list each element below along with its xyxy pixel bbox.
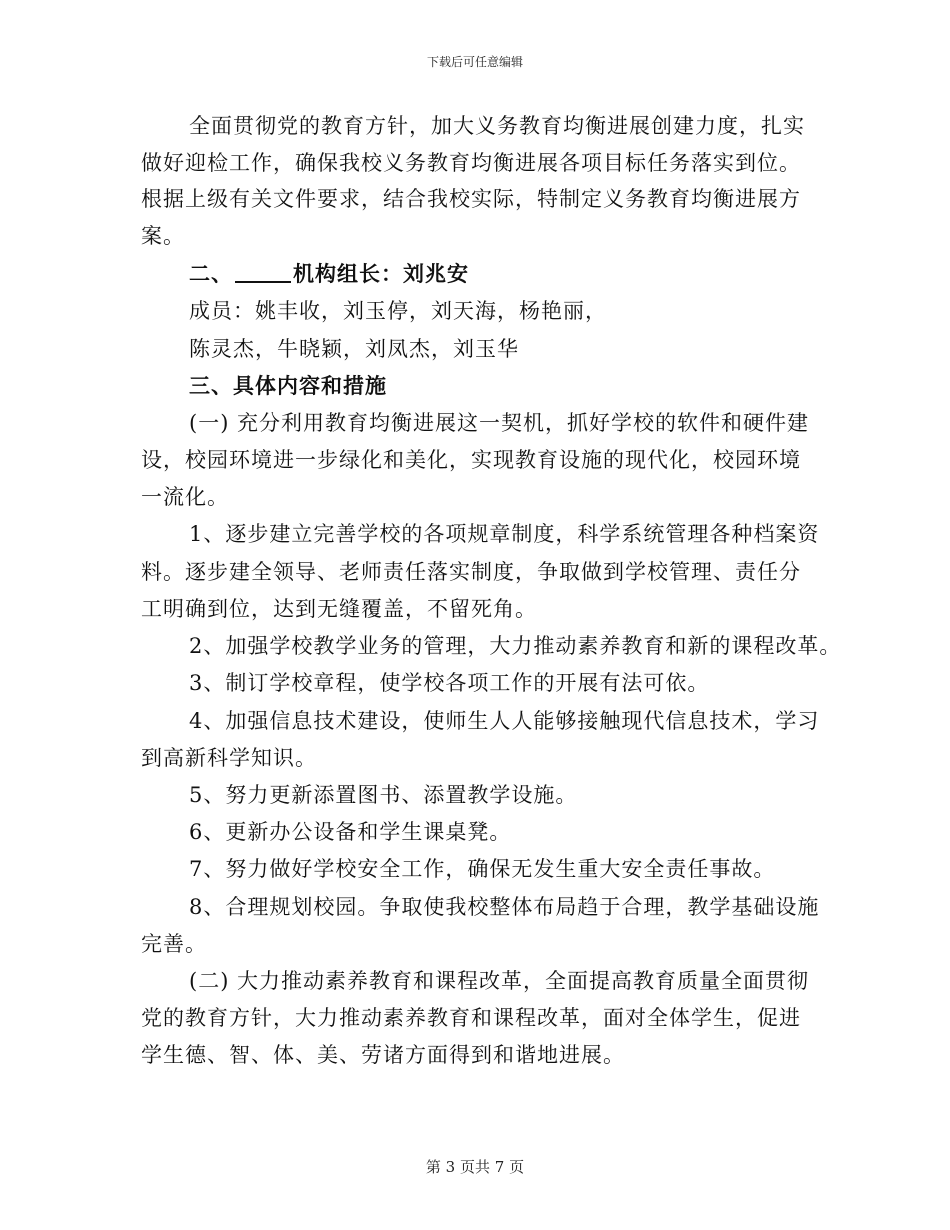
paragraph-line: 全面贯彻党的教育方针，加大义务教育均衡进展创建力度，扎实 [189,114,805,138]
section-number: 二、 [189,262,233,286]
section-heading [189,259,469,289]
paragraph-line: 2、加强学校教学业务的管理，大力推动素养教育和新的课程改革。 [189,634,842,658]
section-heading: 三、具体内容和措施 [189,374,387,398]
paragraph-line: 案。 [141,224,185,248]
page-header: 下载后可任意编辑 [426,55,523,69]
paragraph-line: 陈灵杰，牛晓颖，刘凤杰，刘玉华 [189,337,519,361]
paragraph-line: 1、逐步建立完善学校的各项规章制度，科学系统管理各种档案资 [189,522,820,546]
page-footer: 第 3 页共 7 页 [425,1158,525,1176]
paragraph-line: 5、努力更新添置图书、添置教学设施。 [189,783,578,807]
paragraph-line: 一流化。 [141,485,229,509]
paragraph-line: 料。逐步建全领导、老师责任落实制度，争取做到学校管理、责任分 [141,560,801,584]
blank-underline [235,261,291,283]
paragraph-line: 党的教育方针，大力推动素养教育和课程改革，面对全体学生，促进 [141,1006,801,1030]
paragraph-line: 做好迎检工作，确保我校义务教育均衡进展各项目标任务落实到位。 [141,151,801,175]
paragraph-line: 到高新科学知识。 [141,746,317,770]
paragraph-line: 根据上级有关文件要求，结合我校实际，特制定义务教育均衡进展方 [141,187,801,211]
section-title: 机构组长：刘兆安 [293,262,469,286]
paragraph-line: 4、加强信息技术建设，使师生人人能够接触现代信息技术，学习 [189,709,820,733]
paragraph-line: 7、努力做好学校安全工作，确保无发生重大安全责任事故。 [189,857,776,881]
paragraph-line: (一) 充分利用教育均衡进展这一契机，抓好学校的软件和硬件建 [189,411,810,435]
paragraph-line: 3、制订学校章程，使学校各项工作的开展有法可依。 [189,671,710,695]
paragraph-line: 成员：姚丰收，刘玉停，刘天海，杨艳丽， [189,299,607,323]
paragraph-line: 6、更新办公设备和学生课桌凳。 [189,820,512,844]
paragraph-line: 完善。 [141,932,207,956]
paragraph-line: 8、合理规划校园。争取使我校整体布局趋于合理，教学基础设施 [189,895,820,919]
paragraph-line: 工明确到位，达到无缝覆盖，不留死角。 [141,597,537,621]
paragraph-line: 设，校园环境进一步绿化和美化，实现教育设施的现代化，校园环境 [141,448,801,472]
paragraph-line: 学生德、智、体、美、劳诸方面得到和谐地进展。 [141,1043,625,1067]
paragraph-line: (二) 大力推动素养教育和课程改革，全面提高教育质量全面贯彻 [189,969,810,993]
